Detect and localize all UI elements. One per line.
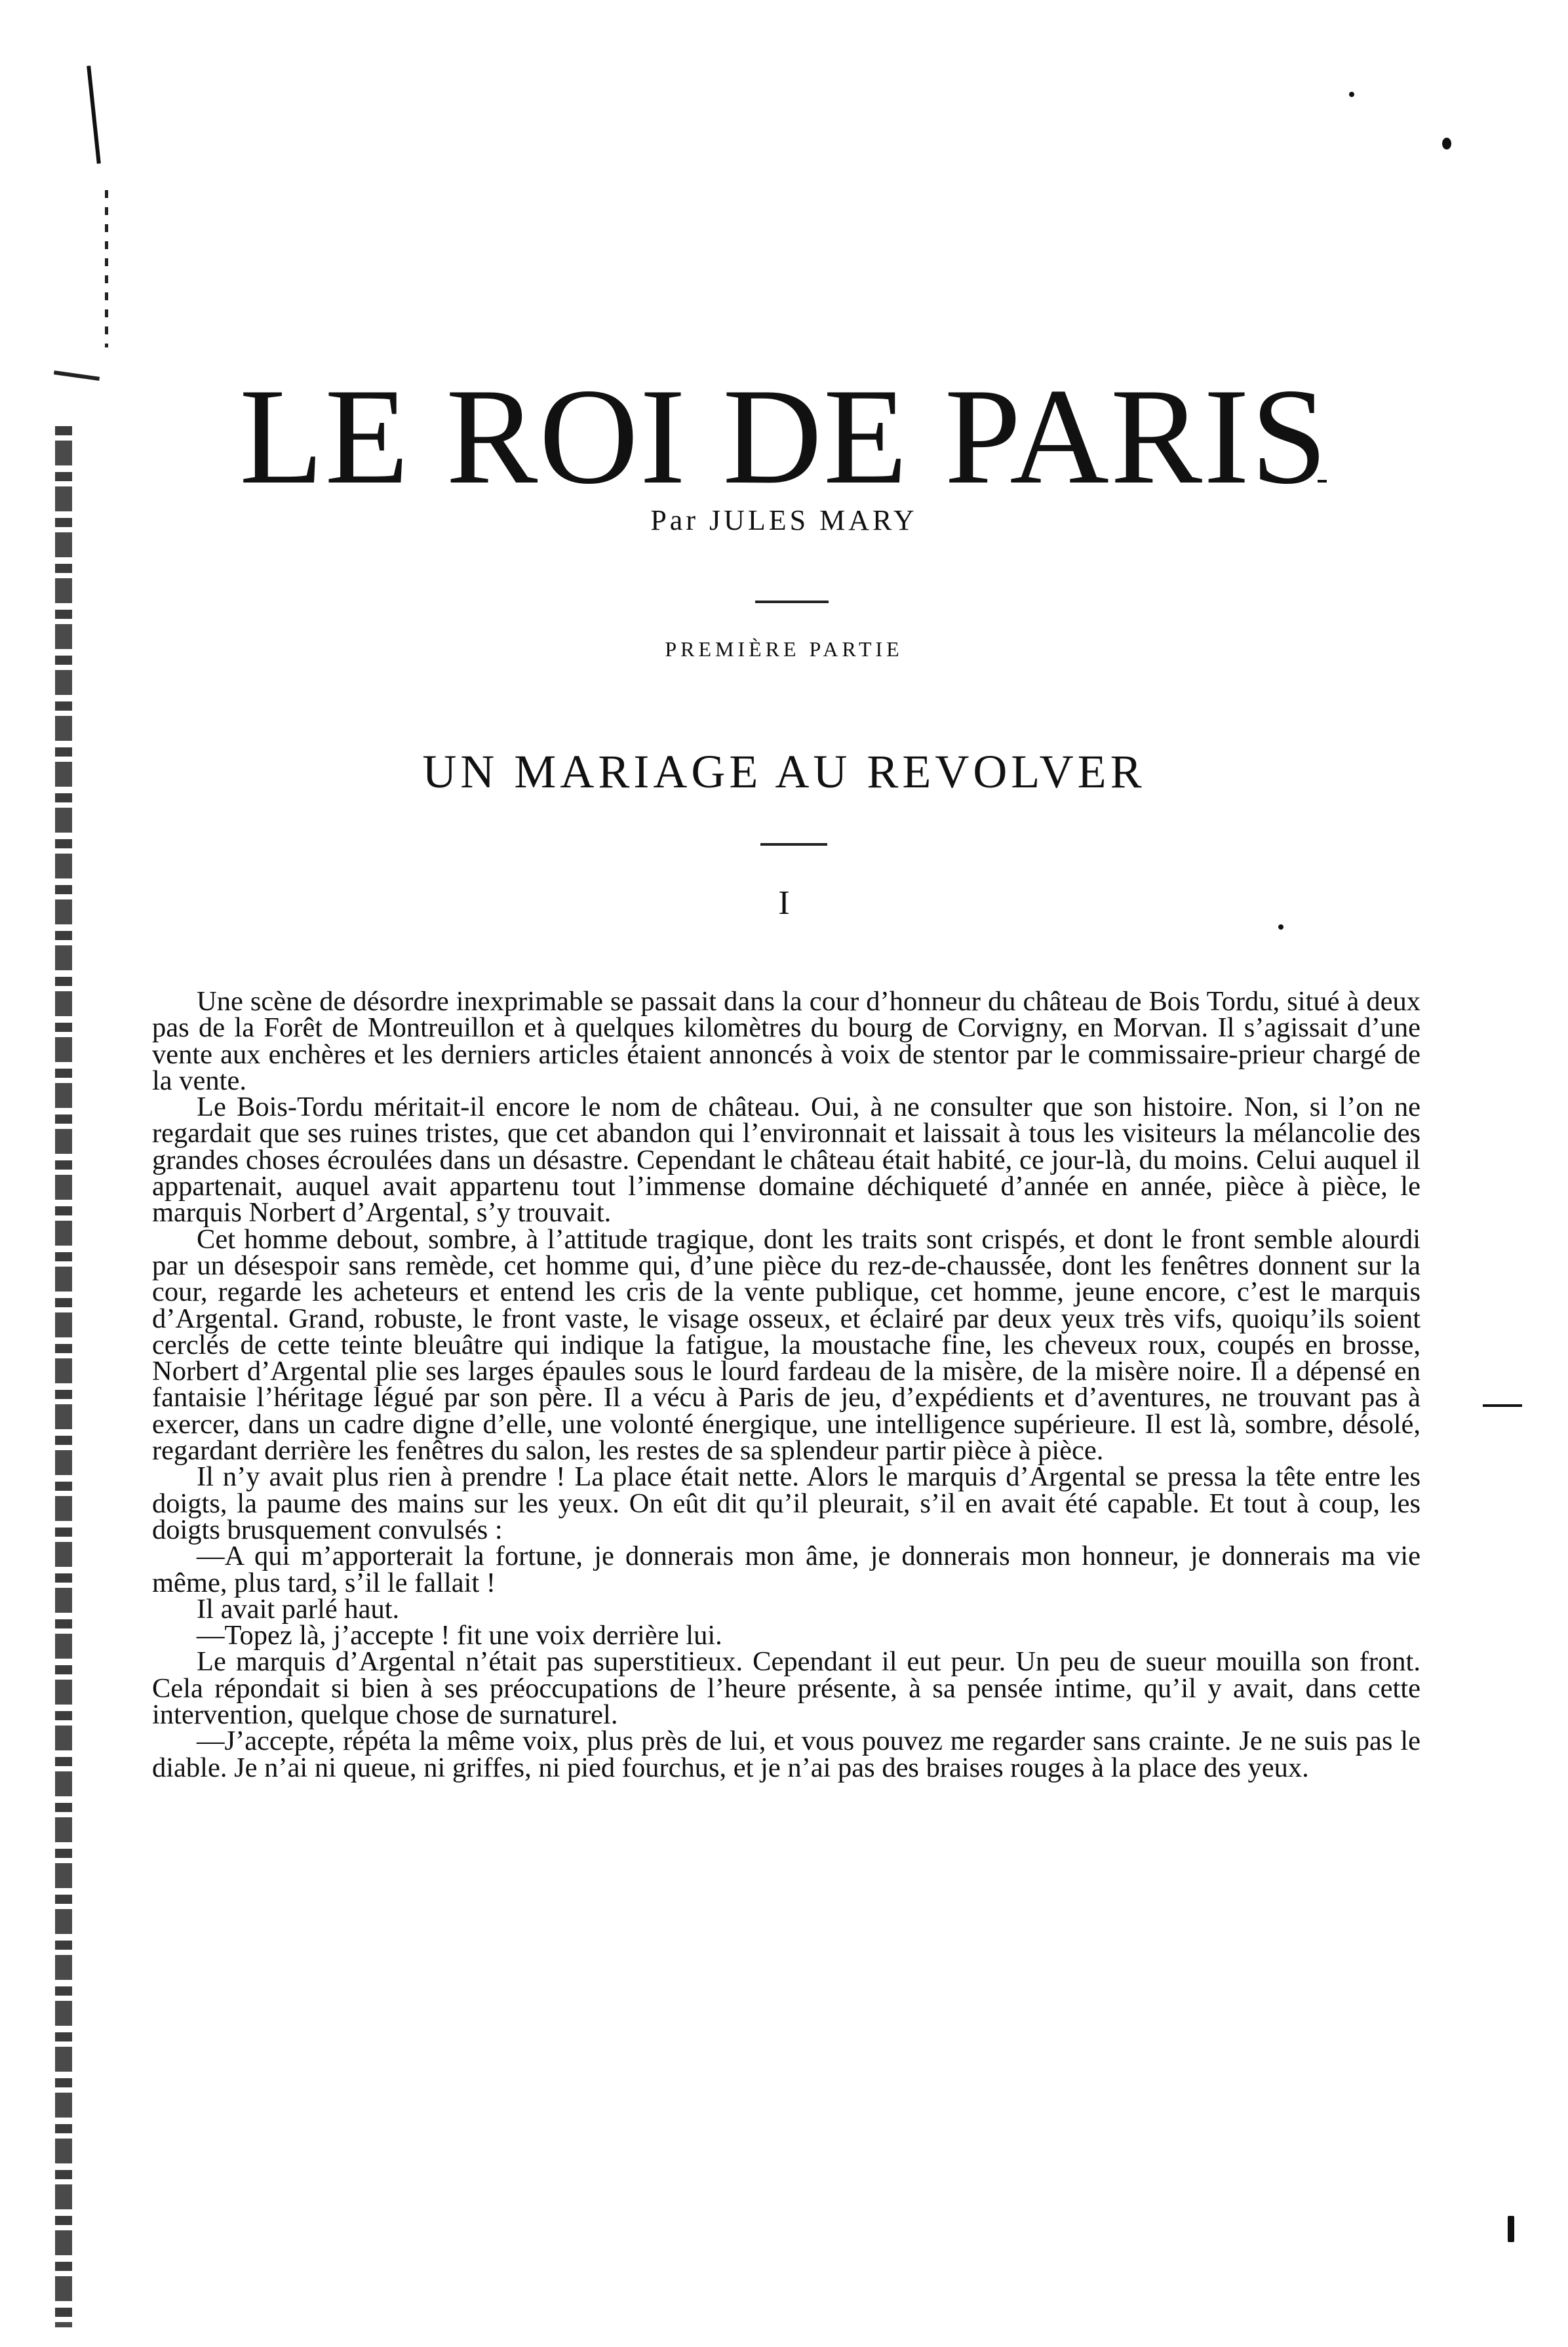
- author-byline: Par JULES MARY: [650, 504, 918, 536]
- scan-speck: [1278, 924, 1284, 930]
- paragraph: Cet homme debout, sombre, à l’attitude tragique, dont les traits sont crispés, et dont le front semble alourdi par un désespoir sans remède, cet homme qui, d’une pièce du rez-de-chaussée, dont les fenêtres donnent sur la cour, regarde les acheteurs et entend les cris de la vente publique, cet homme, jeune encore, c’est le marquis d’Argental. Grand, robuste, le front vaste, le visage osseux, et éclairé par deux yeux très vifs, quoiqu’ils soient cerclés de cette teinte bleuâtre qui indique la fatigue, la moustache fine, les cheveux roux, coupés en brosse, Norbert d’Argental plie ses larges épaules sous le lourd fardeau de la misère, de la misère noire. Il a dépensé en fantaisie l’héritage légué par son père. Il a vécu à Paris de jeu, d’expédients et d’aventures, ne trouvant pas à exercer, dans un cadre digne d’elle, une volonté énergique, une intelligence supérieure. Il est là, sombre, désolé, regardant derrière les fenêtres du salon, les restes de sa splendeur partir pièce à pièce.: [152, 1223, 1421, 1467]
- part-heading: PREMIÈRE PARTIE: [665, 637, 903, 661]
- paragraph: Il n’y avait plus rien à prendre ! La place était nette. Alors le marquis d’Argental se pressa la tête entre les doigts, la paume des mains sur les yeux. On eût dit qu’il pleurait, s’il en avait été capable. Et tout à coup, les doigts brusquement convulsés :: [152, 1461, 1421, 1545]
- binding-edge-shadow: [55, 426, 72, 2327]
- scan-speck: [1483, 1404, 1522, 1407]
- book-title: LE ROI DE PARIS: [239, 360, 1329, 513]
- separator-rule: [755, 601, 829, 603]
- paragraph: —Topez là, j’accepte ! fit une voix derrière lui.: [197, 1620, 722, 1651]
- scan-speck: [1349, 92, 1354, 97]
- paragraph: Une scène de désordre inexprimable se passait dans la cour d’honneur du château de Bois Tordu, situé à deux pas de la Forêt de Montreuillon et à quelques kilomètres du bourg de Corvigny, en Morvan. Il s’agissait d’une vente aux enchères et les derniers articles étaient annoncés à voix de stentor par le commissaire-prieur chargé de la vente.: [152, 986, 1421, 1096]
- scan-edge-mark: [87, 66, 101, 164]
- chapter-number: I: [778, 884, 790, 922]
- section-title: UN MARIAGE AU REVOLVER: [422, 745, 1146, 798]
- paragraph: Le marquis d’Argental n’était pas superstitieux. Cependant il eut peur. Un peu de sueur mouilla son front. Cela répondait si bien à ses préoccupations de l’heure présente, à sa pensée intime, qu’il y avait, dans cette intervention, quelque chose de surnaturel.: [152, 1646, 1421, 1731]
- paragraph: —A qui m’apporterait la fortune, je donnerais mon âme, je donnerais mon honneur, je donnerais ma vie même, plus tard, s’il le fallait !: [152, 1541, 1421, 1598]
- paragraph: Le Bois-Tordu méritait-il encore le nom de château. Oui, à ne consulter que son histoire. Non, si l’on ne regardait que ses ruines tristes, que cet abandon qui l’environnait et laissait à tous les visiteurs la mélancolie des grandes choses écroulées dans un désastre. Cependant le château était habité, ce jour-là, du moins. Celui auquel il appartenait, auquel avait appartenu tout l’immense domaine déchiqueté d’année en année, pièce à pièce, le marquis Norbert d’Argental, s’y trouvait.: [152, 1092, 1421, 1229]
- scan-speck: [1508, 2216, 1514, 2242]
- body-text: [152, 986, 1421, 1783]
- scan-speck: [1442, 138, 1451, 149]
- scan-edge-mark: [105, 190, 108, 347]
- separator-rule: [760, 843, 827, 846]
- paragraph: Il avait parlé haut.: [197, 1593, 400, 1625]
- paragraph: —J’accepte, répéta la même voix, plus près de lui, et vous pouvez me regarder sans crainte. Je ne suis pas le diable. Je n’ai ni queue, ni griffes, ni pied fourchus, et je n’ai pas des braises rouges à la place des yeux.: [152, 1726, 1421, 1783]
